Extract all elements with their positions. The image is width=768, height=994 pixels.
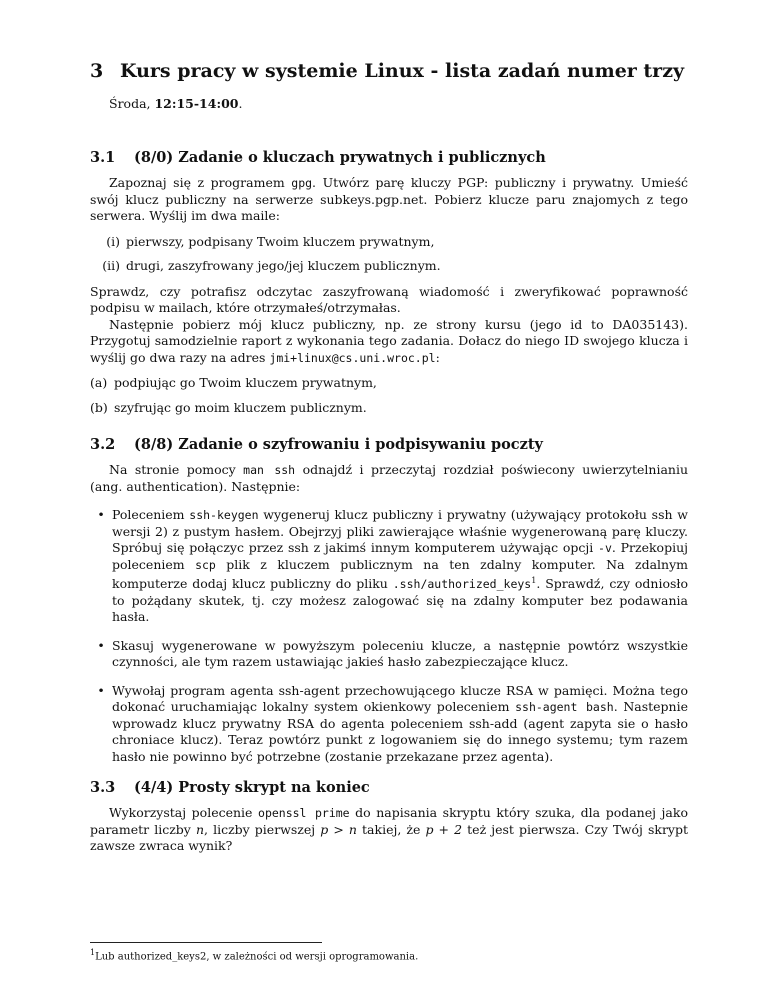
bullet-list [90,507,688,765]
subsection-number: 3.3 [90,779,116,797]
email-address: jmi+linux@cs.uni.wroc.pl [269,350,436,365]
command-gpg: gpg [291,176,313,190]
paragraph: Sprawdz, czy potrafisz odczytac zaszyfrowaną wiadomość i zweryfikować poprawność podpisu w mailach, które otrzymałeś/otrzymałas. [90,283,688,315]
subsection-3-3-title [90,779,688,796]
paragraph: Wykorzystaj polecenie openssl prime do napisania skryptu który szuka, dla podanej jako parametr liczby n, liczby pierwszej p > n takiej, że p + 2 też jest pierwsza. Czy Twój skrypt zawsze zwraca wynik? [90,805,689,854]
subsection-title-text: (4/4) Prosty skrypt na koniec [134,779,370,797]
list-item: • Wywołaj program agenta ssh-agent przechowującego klucze RSA w pamięci. Można tego dokonać uruchamiając lokalny system okienkowy poleceniem ssh-agent bash. Nastepnie wprowadz klucz prywatny RSA do agenta poleceniem ssh-add (agent zapyta sie o hasło chroniace klucz). Teraz powtórz punkt z logowaniem się do innego systemu; tym razem hasło nie powinno być potrzebne (zostanie przekazane przez agenta). [90,683,688,766]
footnote: $^1$Lub authorized_keys2, w zależności od wersji oprogramowania. [90,948,419,963]
list-item: (ii) drugi, zaszyfrowany jego/jej kluczem publicznym. [102,258,441,273]
paragraph: Zapoznaj się z programem gpg. Utwórz parę kluczy PGP: publiczny i prywatny. Umieść swój klucz publiczny na serwerze subkeys.pgp.net. Pobierz klucze paru znajomych z tego serwera. Wyślij im dwa maile: [90,175,688,223]
command-openssl: openssl prime [258,806,350,821]
subsection-number: 3.2 [90,436,116,453]
footnote-mark: 1 [531,576,537,585]
date-time: 12:15-14:00 [154,96,239,111]
subsection-number: 3.1 [90,149,116,166]
section-number: 3 [90,60,104,82]
list-item: (a) podpiując go Twoim kluczem prywatnym, [90,375,377,390]
paragraph: Na stronie pomocy man ssh odnajdź i przeczytaj rozdział poświecony uwierzytelnianiu (ang. authentication). Następnie: [90,462,688,494]
section-title-text: Kurs pracy w systemie Linux - lista zadań numer trzy [120,60,685,82]
document-page [90,60,688,855]
date-line [109,96,688,111]
list-report [90,375,688,416]
paragraph: Następnie pobierz mój klucz publiczny, np. ze strony kursu (jego id to DA035143). Przygotuj samodzielnie raport z wykonania tego zadania. Dołacz do niego ID swojego klucza i wyślij go dwa razy na adres jmi+linux@cs.uni.wroc.pl: [90,316,688,365]
bullet-icon: • [97,507,105,522]
subsection-title-text: (8/0) Zadanie o kluczach prywatnych i publicznych [134,149,546,166]
bullet-icon: • [97,682,105,698]
subsection-3-2-title [90,436,688,453]
date-suffix: . [238,96,243,111]
footnote-divider [90,942,322,943]
bullet-icon: • [97,637,105,653]
command-man-ssh: man ssh [243,463,296,477]
date-day: Środa, [109,96,155,111]
list-emails [90,234,688,275]
list-item: (b) szyfrując go moim kluczem publicznym. [90,399,367,415]
list-item: • Skasuj wygenerowane w powyższym poleceniu klucze, a następnie powtórz wszystkie czynności, ale tym razem ustawiając jakieś hasło zabezpieczające klucz. [90,638,688,671]
list-item: • Poleceniem ssh-keygen wygeneruj klucz publiczny i prywatny (używający protokołu ssh w wersji 2) z pustym hasłem. Obejrzyj pliki zawierające właśnie wygenerowaną parę kluczy. Spróbuj się połączyc przez ssh z jakimś innym komputerem używając opcji -v. Przekopiuj poleceniem scp plik z kluczem publicznym na ten zdalny komputer. Na zdalnym komputerze dodaj klucz publiczny do pliku .ssh/authorized_keys$^1$. Sprawdź, czy odniosło to pożądany skutek, tj. czy możesz zalogować się na zdalny komputer bez podawania hasła. [90,507,688,626]
subsection-title-text: (8/8) Zadanie o szyfrowaniu i podpisywaniu poczty [134,436,543,453]
section-title [90,60,688,82]
subsection-3-1-title [90,149,688,166]
list-item: (i) pierwszy, podpisany Twoim kluczem prywatnym, [106,233,435,249]
